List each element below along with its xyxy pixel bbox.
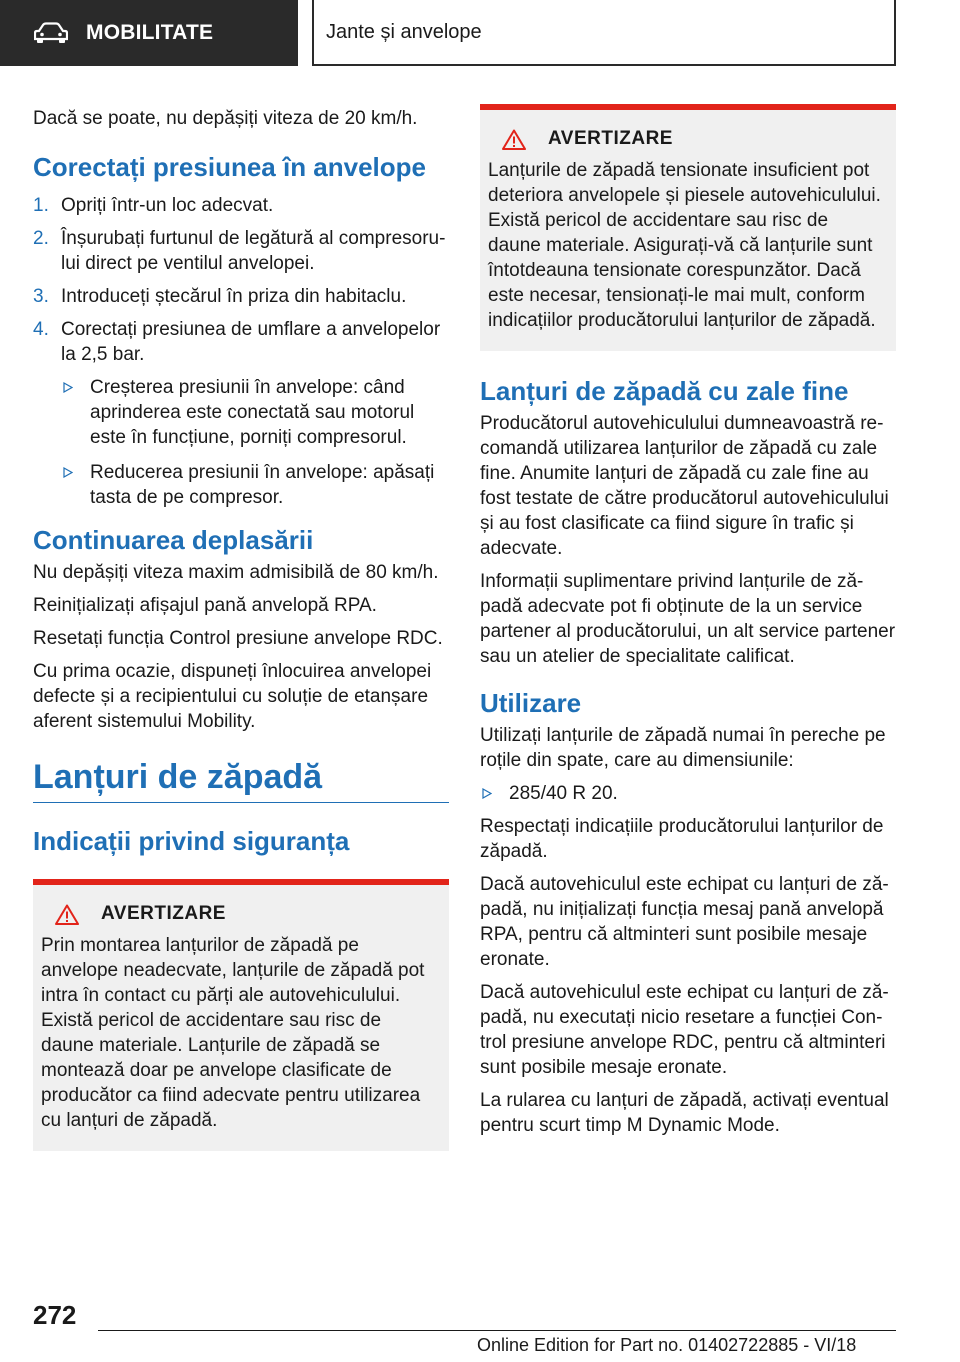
list-item — [61, 375, 449, 450]
step-number: 3. — [33, 286, 49, 307]
heading-utilizare: Utilizare — [480, 688, 582, 718]
car-icon — [34, 21, 70, 45]
page-number: 272 — [33, 1300, 77, 1330]
step-text: Introduceți ștecărul în priza din habitaclu. — [61, 286, 407, 307]
paragraph: Producătorul autovehiculului dumneavoastră recomandă utilizarea lanțurilor de zăpadă cu zale fine. Anumite lanțuri de zăpadă cu zale fine au fost testate de către producătorul autovehiculului și au fost clasificate ca fiind sigure în trafic și adecvate. — [480, 413, 889, 559]
paragraph: Respectați indicațiile producătorului lanțurilor de zăpadă. — [480, 816, 884, 862]
edition-text: Online Edition for Part no. 01402722885 - VI/18 — [477, 1335, 857, 1355]
substep-text: Creșterea presiunii în anvelope: când aprinderea este conectată sau motorul este în funcțiune, porniți compresorul. — [90, 377, 415, 448]
warning-triangle-icon — [502, 129, 526, 150]
paragraph: Resetați funcția Control presiune anvelope RDC. — [33, 628, 443, 649]
section-tab[interactable] — [0, 0, 298, 66]
list-item — [33, 284, 449, 309]
section-label: MOBILITATE — [86, 21, 214, 44]
left-column — [33, 100, 449, 1151]
heading-lanturi: Lanțuri de zăpadă — [33, 758, 323, 796]
paragraph: Informații suplimentare privind lanțurile de zăpadă adecvate pot fi obținute de la un service partener al producătorului, un alt service partener sau un atelier de specialitate calificat. — [480, 571, 896, 667]
step-text: Opriți într-un loc adecvat. — [61, 195, 274, 216]
list-item — [33, 193, 449, 218]
warning-triangle-icon — [55, 904, 79, 925]
list-item — [33, 226, 449, 276]
triangle-bullet-icon — [63, 467, 73, 478]
warning-header — [41, 903, 439, 925]
step-number: 1. — [33, 195, 49, 216]
warning-text: Prin montarea lanțurilor de zăpadă pe anvelope neadecvate, lanțurile de zăpadă pot intra în contact cu părți ale autovehiculului. Există pericol de accidentare sau risc de daune materiale. Lanțurile de zăpadă se montează doar pe anvelope clasificate de producător ca fiind adecvate pentru utilizarea cu lanțuri de zăpadă. — [41, 935, 425, 1131]
paragraph: Dacă autovehiculul este echipat cu lanțuri de zăpadă, nu inițializați funcția mesaj pană anvelopă RPA, pentru că altminteri sunt posibile mesaje eronate. — [480, 874, 889, 970]
triangle-bullet-icon — [63, 382, 73, 393]
warning-text: Lanțurile de zăpadă tensionate insuficient pot deteriora anvelopele și piesele autovehiculului. Există pericol de accidentare sau risc de daune materiale. Asigurați-vă că lanțurile sunt întotdeauna tensionate corespunzător. Dacă este necesar, tensionați-le mai mult, conform indicațiilor producătorului lanțurilor de zăpadă. — [488, 160, 881, 331]
step-text: Corectați presiunea de umflare a anvelopelor la 2,5 bar. — [61, 319, 441, 365]
paragraph: Nu depășiți viteza maxim admisibilă de 80 km/h. — [33, 562, 439, 583]
page-header — [0, 0, 960, 66]
warning-title: AVERTIZARE — [548, 128, 673, 149]
warning-box — [480, 104, 896, 351]
heading-indicatii: Indicații privind siguranța — [33, 826, 350, 856]
step-number: 2. — [33, 228, 49, 249]
list-item — [33, 317, 449, 510]
warning-header — [488, 128, 886, 150]
triangle-bullet-icon — [482, 788, 492, 799]
steps-list — [33, 193, 449, 510]
heading-continuarea: Continuarea deplasării — [33, 525, 314, 555]
paragraph: Reinițializați afișajul pană anvelopă RPA. — [33, 595, 377, 616]
intro-text: Dacă se poate, nu depășiți viteza de 20 km/h. — [33, 108, 418, 129]
step-number: 4. — [33, 319, 49, 340]
right-column — [480, 104, 896, 1146]
footer-divider — [98, 1330, 896, 1331]
bullet-text: 285/40 R 20. — [509, 783, 618, 804]
paragraph: Utilizați lanțurile de zăpadă numai în pereche pe roțile din spate, care au dimensiunile: — [480, 725, 886, 771]
warning-title: AVERTIZARE — [101, 903, 226, 924]
list-item — [480, 781, 896, 806]
chapter-tab[interactable] — [312, 0, 896, 66]
chapter-label: Jante și anvelope — [326, 20, 482, 43]
heading-corectati: Corectați presiunea în anvelope — [33, 152, 427, 182]
paragraph: Cu prima ocazie, dispuneți înlocuirea anvelopei defecte și a recipientului cu soluție de etanșare aferent sistemului Mobility. — [33, 661, 432, 732]
substeps-list — [61, 375, 449, 510]
paragraph: Dacă autovehiculul este echipat cu lanțuri de zăpadă, nu executați nicio resetare a funcției Control presiune anvelope RDC, pentru că altminteri sunt posibile mesaje eronate. — [480, 982, 889, 1078]
warning-box — [33, 879, 449, 1151]
dimension-list — [480, 781, 896, 806]
substep-text: Reducerea presiunii în anvelope: apăsați tasta de pe compresor. — [90, 462, 435, 508]
step-text: Înșurubați furtunul de legătură al compresorului direct pe ventilul anvelopei. — [61, 228, 446, 274]
heading-zale-fine: Lanțuri de zăpadă cu zale fine — [480, 376, 849, 406]
list-item — [61, 460, 449, 510]
paragraph: La rularea cu lanțuri de zăpadă, activați eventual pentru scurt timp M Dynamic Mode. — [480, 1090, 889, 1136]
chapter-heading-block — [33, 756, 449, 803]
